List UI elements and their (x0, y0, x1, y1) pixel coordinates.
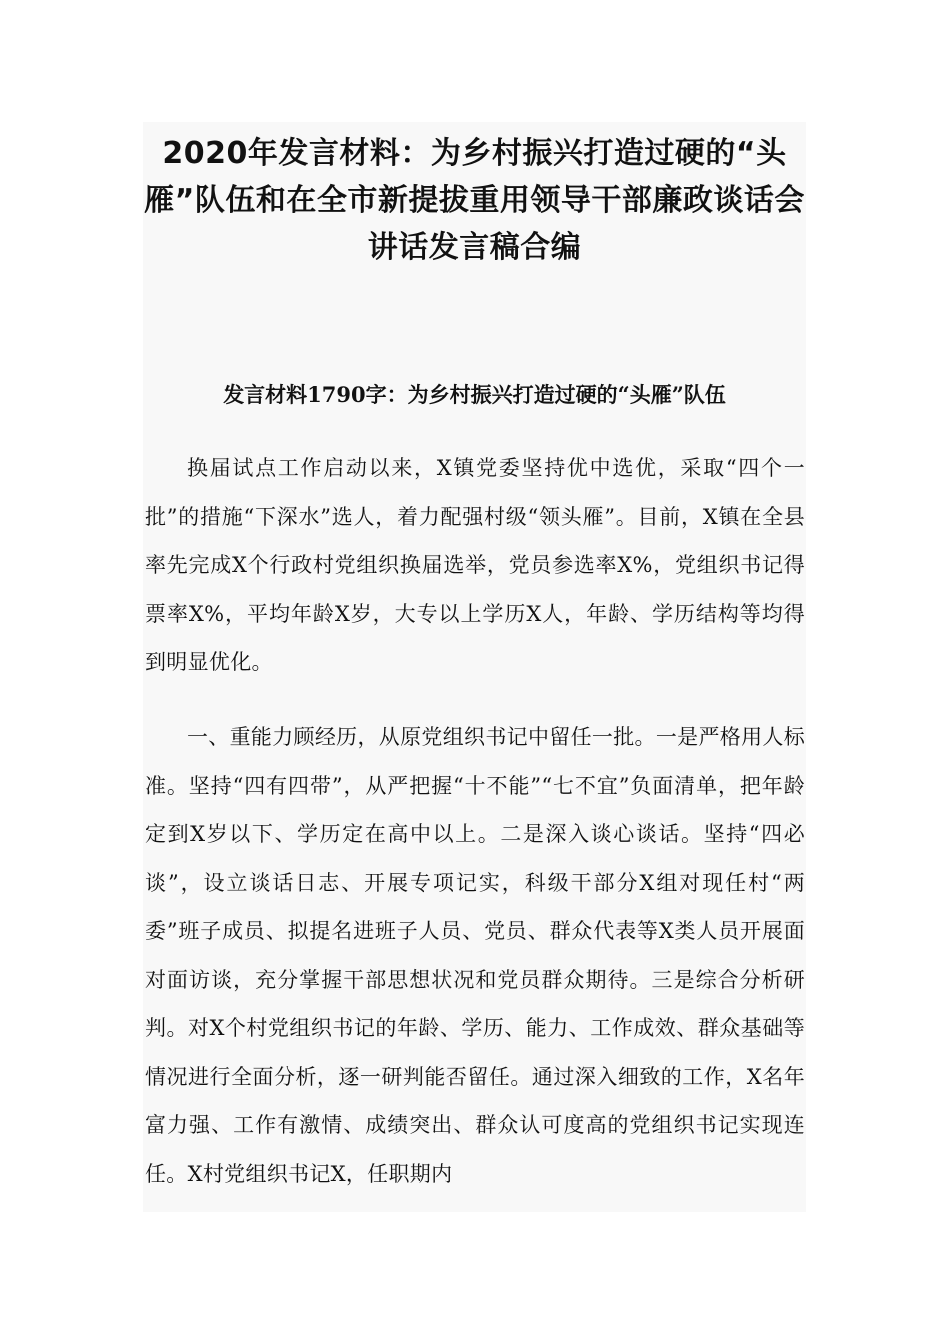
document-title: 2020年发言材料：为乡村振兴打造过硬的“头雁”队伍和在全市新提拔重用领导干部廉政谈话会讲话发言稿合编 (144, 136, 805, 265)
body-paragraph-2: 一、重能力顾经历，从原党组织书记中留任一批。一是严格用人标准。坚持“四有四带”，从严把握“十不能”“七不宜”负面清单，把年龄定到X岁以下、学历定在高中以上。二是深入谈心谈话。坚持“四必谈”，设立谈话日志、开展专项记实，科级干部分X组对现任村“两委”班子成员、拟提名进班子人员、党员、群众代表等X类人员开展面对面访谈，充分掌握干部思想状况和党员群众期待。三是综合分析研判。对X个村党组织书记的年龄、学历、能力、工作成效、群众基础等情况进行全面分析，逐一研判能否留任。通过深入细致的工作，X名年富力强、工作有激情、成绩突出、群众认可度高的党组织书记实现连任。X村党组织书记X，任职期内 (145, 725, 805, 1186)
section-title: 发言材料1790字：为乡村振兴打造过硬的“头雁”队伍 (223, 382, 726, 407)
body-paragraph-1: 换届试点工作启动以来，X镇党委坚持优中选优，采取“四个一批”的措施“下深水”选人，着力配强村级“领头雁”。目前，X镇在全县率先完成X个行政村党组织换届选举，党员参选率X%，党组织书记得票率X%，平均年龄X岁，大专以上学历X人，年龄、学历结构等均得到明显优化。 (145, 456, 805, 674)
